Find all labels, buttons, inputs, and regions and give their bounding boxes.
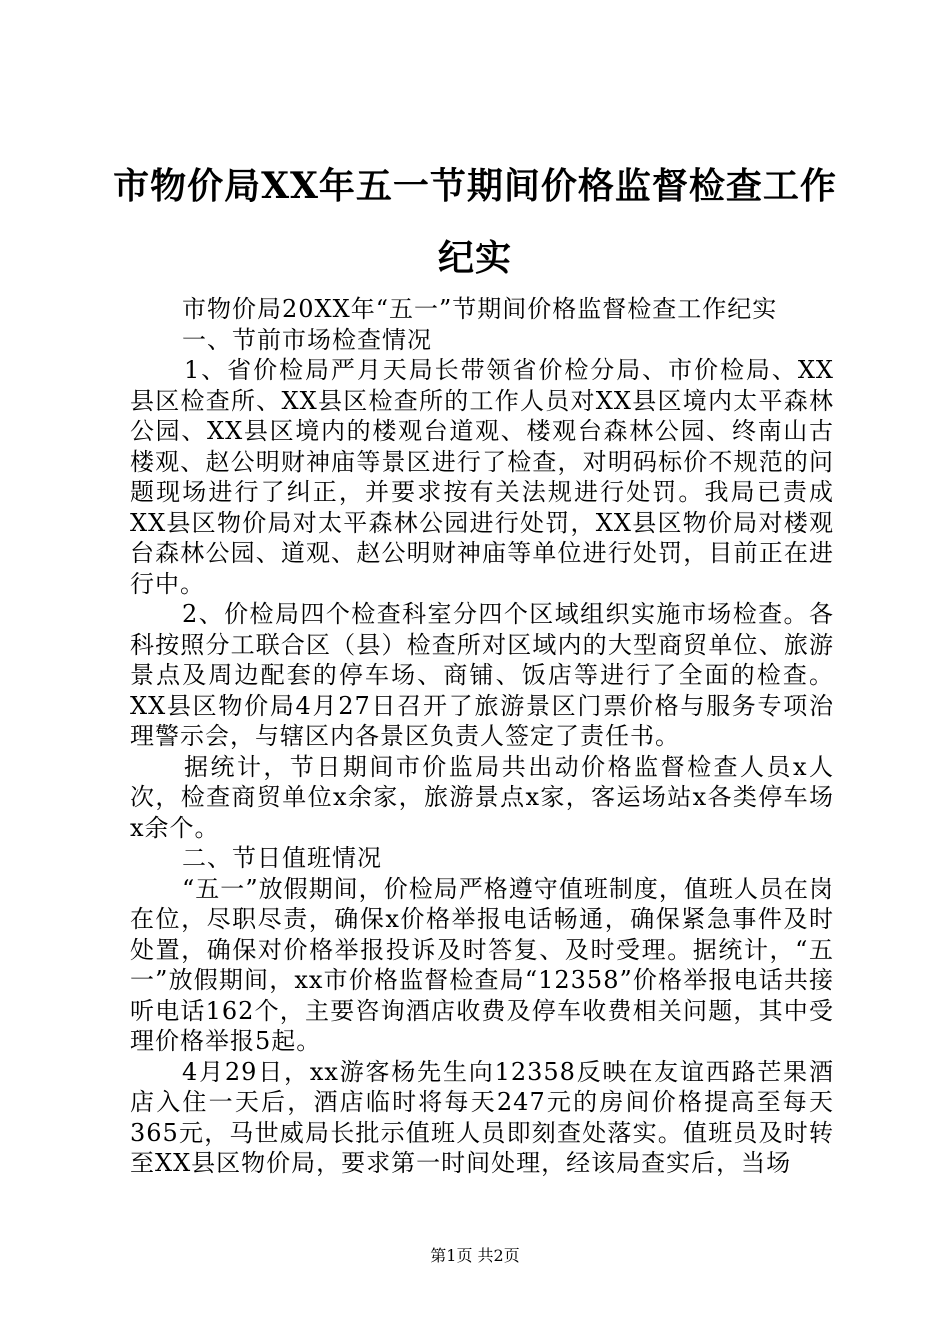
paragraph-5: 4月29日，xx游客杨先生向12358反映在友谊西路芒果酒店入住一天后，酒店临时将每天247元的房间价格提高至每天365元，马世威局长批示值班人员即刻查处落实。值班员及时转至XX县区物价局，要求第一时间处理，经该局查实后，当场 bbox=[130, 1057, 834, 1177]
paragraph-4: “五一”放假期间，价检局严格遵守值班制度，值班人员在岗在位，尽职尽责，确保x价格举报电话畅通，确保紧急事件及时处置，确保对价格举报投诉及时答复、及时受理。据统计，“五一”放假期间，xx市价格监督检查局“12358”价格举报电话共接听电话162个，主要咨询酒店收费及停车收费相关问题，其中受理价格举报5起。 bbox=[130, 874, 834, 1055]
section-heading-2: 二、节日值班情况 bbox=[182, 844, 382, 872]
document-body bbox=[130, 294, 834, 1179]
paragraph-subtitle: 市物价局20XX年“五一”节期间价格监督检查工作纪实 bbox=[182, 295, 778, 323]
document-title: 市物价局XX年五一节期间价格监督检查工作纪实 bbox=[113, 165, 837, 279]
page-footer: 第1页 共2页 bbox=[430, 1246, 520, 1265]
section-heading-1: 一、节前市场检查情况 bbox=[182, 325, 432, 354]
paragraph-3: 据统计，节日期间市价监局共出动价格监督检查人员x人次，检查商贸单位x余家，旅游景点x家，客运场站x各类停车场x余个。 bbox=[130, 752, 834, 842]
paragraph-1: 1、省价检局严月天局长带领省价检分局、市价检局、XX县区检查所、XX县区检查所的工作人员对XX县区境内太平森林公园、XX县区境内的楼观台道观、楼观台森林公园、终南山古楼观、赵公明财神庙等景区进行了检查，对明码标价不规范的问题现场进行了纠正，并要求按有关法规进行处罚。我局已责成XX县区物价局对太平森林公园进行处罚，XX县区物价局对楼观台森林公园、道观、赵公明财神庙等单位进行处罚，目前正在进行中。 bbox=[130, 356, 834, 598]
paragraph-2: 2、价检局四个检查科室分四个区域组织实施市场检查。各科按照分工联合区（县）检查所对区域内的大型商贸单位、旅游景点及周边配套的停车场、商铺、饭店等进行了全面的检查。XX县区物价局4月27日召开了旅游景区门票价格与服务专项治理警示会，与辖区内各景区负责人签定了责任书。 bbox=[130, 600, 834, 750]
